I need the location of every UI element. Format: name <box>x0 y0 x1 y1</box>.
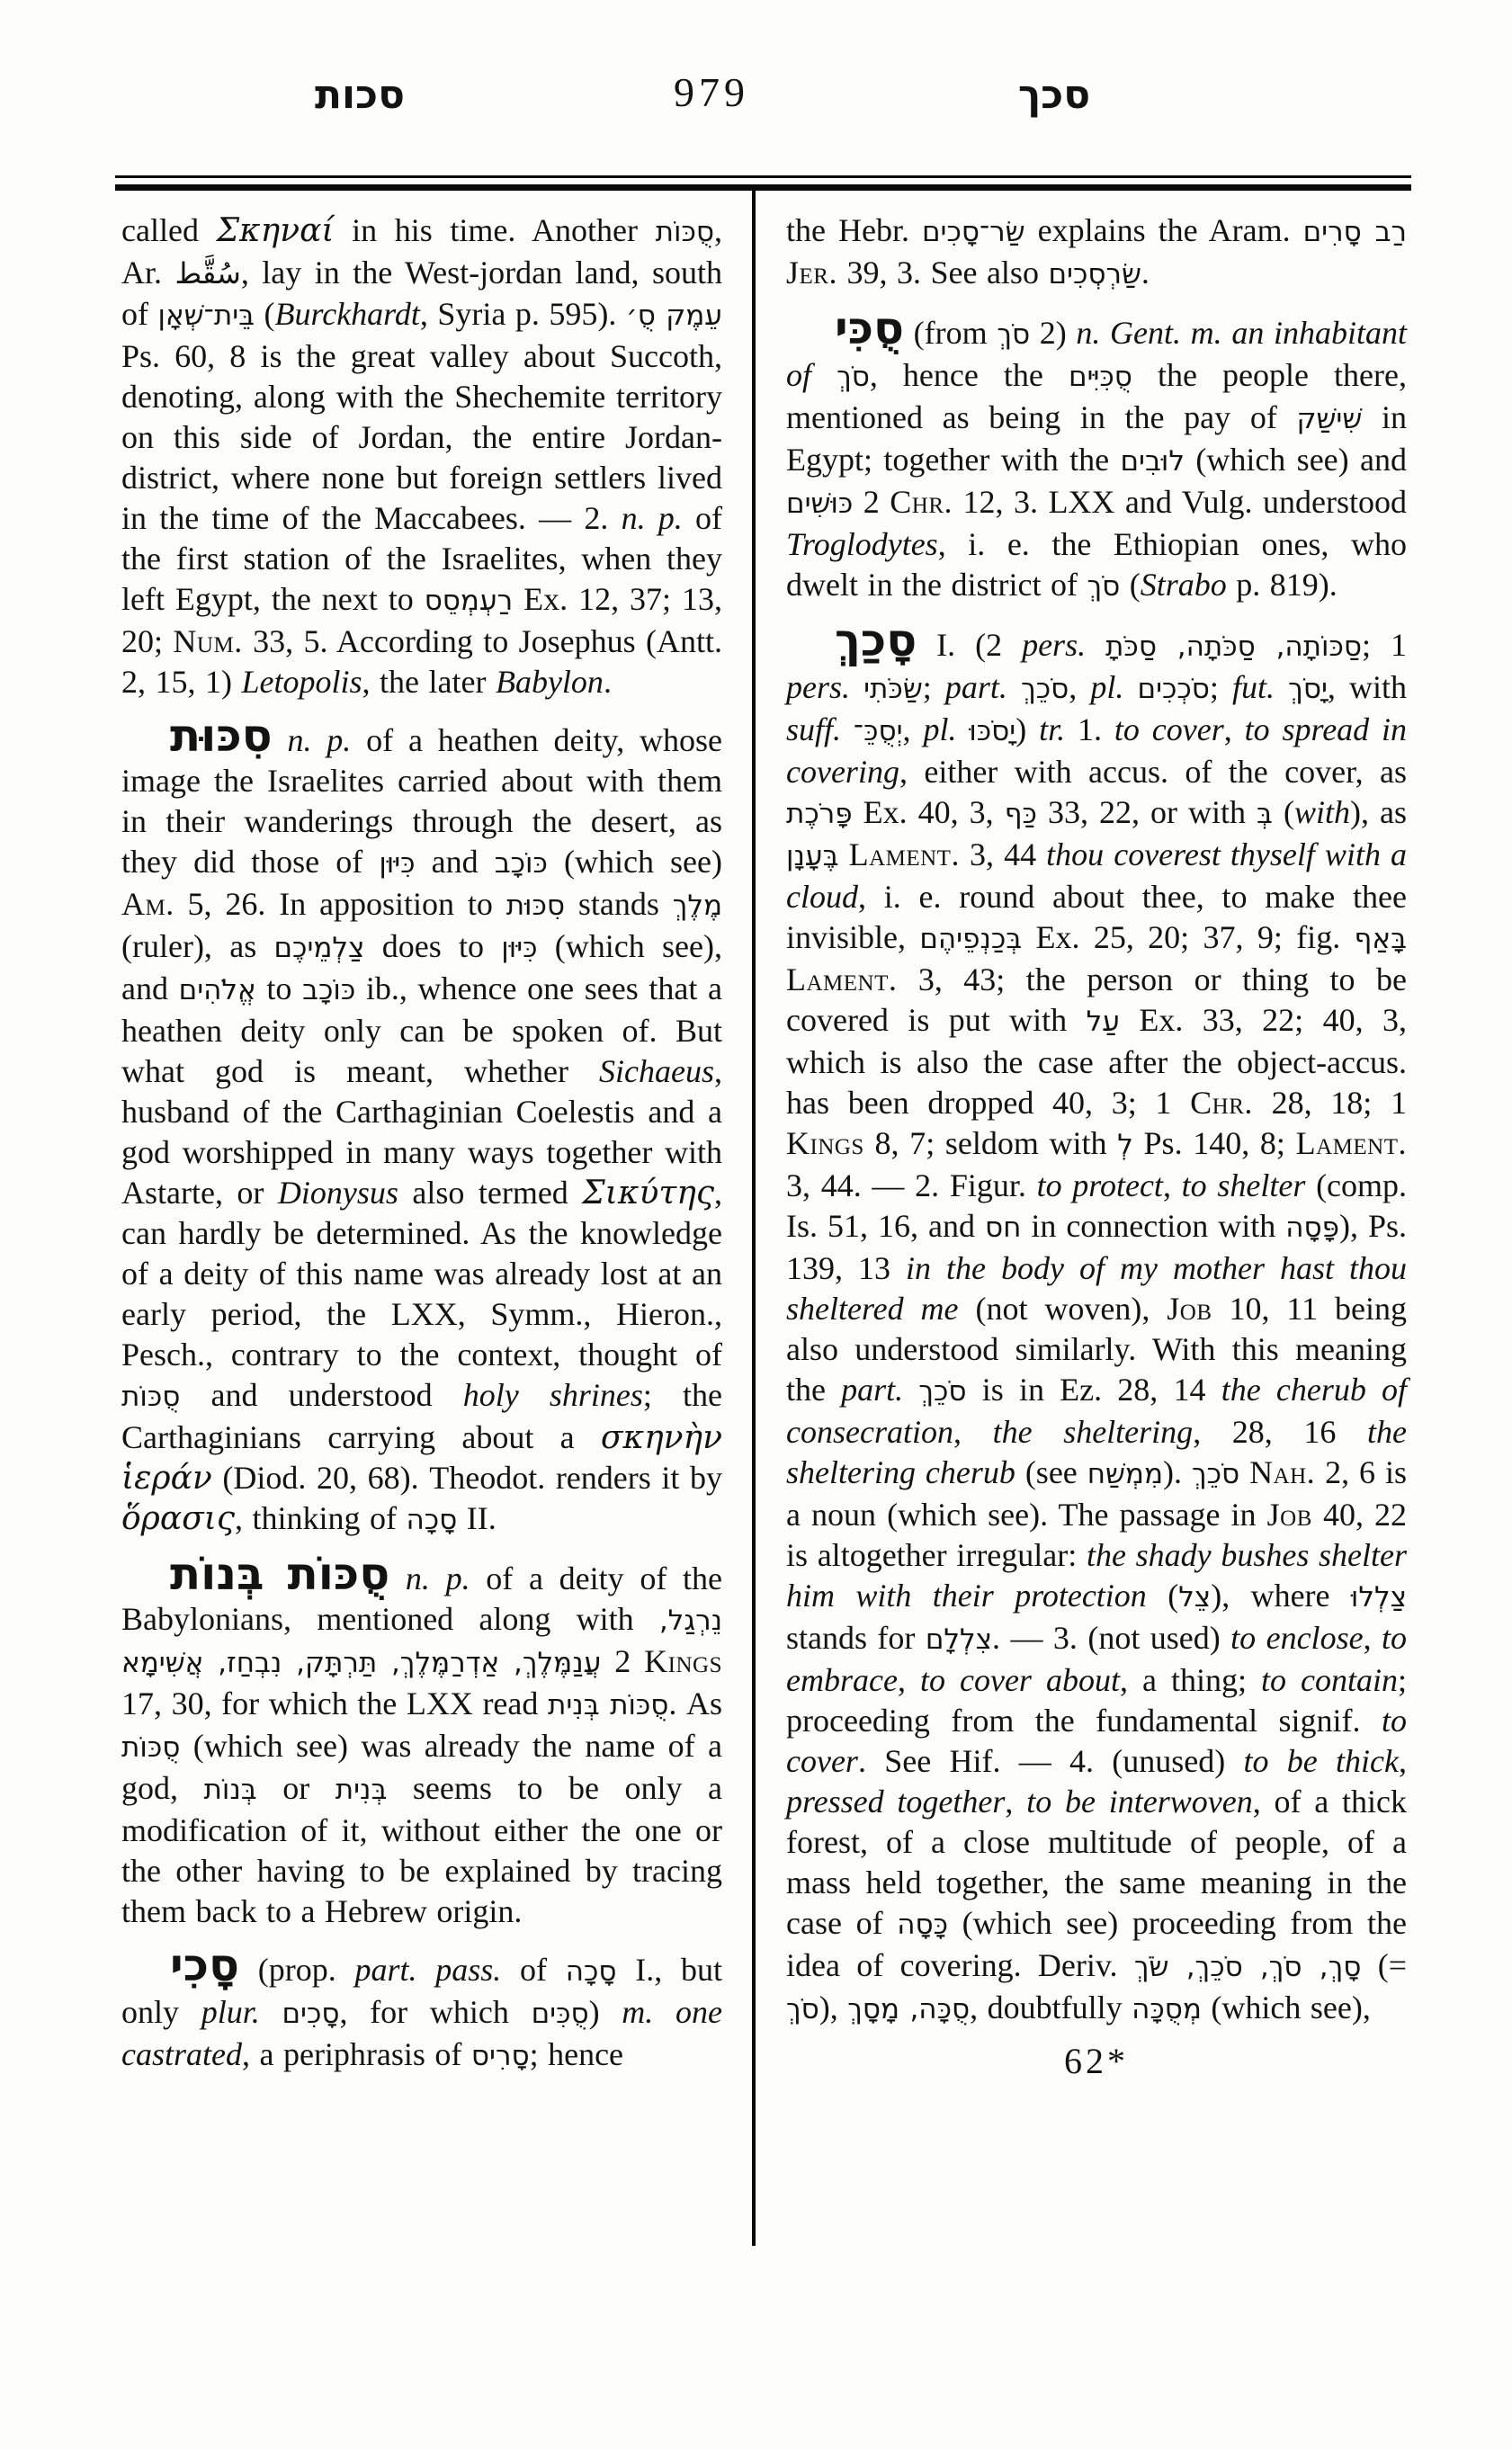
hebrew-word: סַכּוֹתָה, סַכֹּתָה, סַכֹּתָ <box>1105 630 1363 663</box>
text-run: stands for <box>786 1620 926 1656</box>
entry-paragraph <box>121 1939 723 2077</box>
hebrew-word: שִׁישַׁק <box>1296 403 1363 435</box>
running-head-left-hebrew: סכות <box>315 72 405 118</box>
text-run: (Diod. 20, 68). Theodot. renders it by <box>211 1460 722 1496</box>
text-run: ), <box>819 1990 848 2025</box>
text-run: , Syria p. 595). <box>419 296 626 332</box>
italic-run: Burckhardt <box>274 296 420 332</box>
text-run: ( <box>1120 567 1141 603</box>
hebrew-word: כּוֹכָב <box>302 974 356 1006</box>
italic-run: n. p. <box>405 1560 470 1596</box>
italic-run: holy shrines <box>462 1377 643 1413</box>
entry-paragraph <box>786 614 1408 2030</box>
text-run: is in Ez. 28, 14 <box>966 1372 1221 1408</box>
text-run: ( <box>255 296 275 332</box>
hebrew-headword: סָכַךְ <box>835 614 917 666</box>
text-run <box>1275 669 1288 705</box>
hebrew-word: בֵּית־שְׁאָן <box>157 300 255 332</box>
text-run: , <box>1162 1167 1182 1203</box>
italic-run: to cover <box>786 1703 1407 1779</box>
hebrew-word: כִּיּוּן <box>379 847 416 880</box>
text-run: , <box>902 711 924 747</box>
italic-run: to contain <box>1260 1662 1398 1698</box>
greek-word: σκηνὴν ἱεράν <box>121 1419 722 1497</box>
text-run: 33, 22, or with <box>1036 794 1257 830</box>
text-run: , thinking of <box>235 1500 407 1536</box>
italic-run: tr. <box>1039 711 1066 747</box>
hebrew-word: מִמְשַׁח <box>1087 1458 1164 1490</box>
text-run <box>273 722 288 758</box>
hebrew-word: צִלְלָם <box>925 1623 993 1656</box>
text-run: 2) <box>1030 315 1077 351</box>
text-run: , of a thick forest, of a close multitude of people, of a mass held together, the same meaning in the case of <box>786 1784 1407 1941</box>
text-run: explains the Aram. <box>1024 212 1303 248</box>
text-run <box>1086 627 1105 663</box>
italic-run: the shady bushes shelter him with their protection <box>786 1537 1408 1614</box>
reference-run: Job <box>1167 1291 1212 1327</box>
text-run: , lay in the West-jordan land, south of <box>121 255 722 332</box>
running-head-right-hebrew: סכך <box>1017 72 1091 118</box>
hebrew-word: עֵמֶק סֻ׳ <box>625 300 722 332</box>
text-run: , Ar. <box>121 212 722 291</box>
text-run: 5, 26. In apposition to <box>174 886 506 922</box>
hebrew-word: סִכּוּת <box>505 890 566 922</box>
header-rule-thick <box>115 184 1411 191</box>
entry-paragraph <box>786 302 1407 607</box>
text-run: also termed <box>398 1175 583 1211</box>
hebrew-word: יָסֹךְ <box>1288 673 1328 705</box>
italic-run: to shelter <box>1181 1167 1306 1203</box>
text-run: (which see) was already the name of a god, <box>121 1728 722 1806</box>
text-run: (comp. Is. 51, 16, and <box>786 1167 1408 1244</box>
italic-run: fut. <box>1232 669 1275 705</box>
italic-run: pl. <box>1090 669 1124 705</box>
text-run: , <box>1363 1620 1382 1656</box>
continuation-paragraph <box>786 210 1407 295</box>
text-run: 10, 11 being also understood similarly. With this meaning the <box>786 1291 1407 1408</box>
reference-run: Chr. <box>1190 1085 1253 1121</box>
header-rule-thin <box>115 175 1411 178</box>
text-run: 33, 5. According to Josephus (Antt. 2, 15, 1) <box>121 623 722 700</box>
italic-run: the sheltering <box>992 1414 1194 1450</box>
text-run <box>841 711 854 747</box>
italic-run: pressed together <box>786 1784 1006 1820</box>
text-run: ; <box>922 669 945 705</box>
italic-run: part. <box>841 1372 904 1408</box>
reference-run: Nah. <box>1249 1454 1316 1490</box>
text-run: (= <box>1361 1947 1407 1983</box>
text-run: , hence the <box>869 357 1069 393</box>
reference-run: Am. <box>121 886 174 922</box>
text-run <box>956 711 969 747</box>
text-run: ; <box>1209 669 1233 705</box>
text-run: , i. e. round about thee, to make thee invisible, <box>786 879 1407 955</box>
hebrew-word: יְסֻכֵּ־ <box>853 715 903 747</box>
text-run: ; hence <box>529 2036 624 2072</box>
text-run: in Egypt; together with the <box>786 399 1407 478</box>
hebrew-word: עַל <box>1086 1006 1120 1038</box>
text-run: , the later <box>362 664 496 700</box>
text-run: stands <box>565 886 673 922</box>
italic-run: to cover about <box>919 1662 1120 1698</box>
italic-run: part. <box>944 669 1007 705</box>
italic-run: Strabo <box>1140 567 1227 603</box>
text-run: and understood <box>180 1377 463 1413</box>
column-divider-rule <box>752 184 756 2246</box>
italic-run: Sichaeus <box>599 1053 714 1089</box>
hebrew-word: צֵל <box>1178 1581 1212 1614</box>
text-run: (which see) proceeding from the idea of covering. Deriv. <box>786 1905 1407 1983</box>
hebrew-word: סֻכִּים <box>531 1998 589 2030</box>
text-run: 3, 43; the person or thing to be covered is put with <box>786 961 1407 1038</box>
hebrew-word: סָכָה <box>565 1955 617 1988</box>
text-run: (which see) <box>547 844 722 880</box>
italic-run: to cover <box>1114 711 1224 747</box>
italic-run: of <box>786 357 837 393</box>
continuation-paragraph <box>121 210 722 702</box>
text-run: 3, 44 <box>959 836 1047 872</box>
signature-mark: 62* <box>1064 2041 1129 2081</box>
text-run: . See Hif. — 4. (unused) <box>857 1743 1244 1779</box>
text-run: 12, 3. LXX and Vulg. understood <box>953 484 1407 520</box>
text-run: ), Ps. 139, 13 <box>786 1208 1407 1286</box>
text-run: (which see) and <box>1184 442 1407 478</box>
text-run: ( <box>1146 1578 1179 1614</box>
text-run: , for which <box>339 1994 532 2030</box>
reference-run: Job <box>1266 1497 1312 1533</box>
italic-run: to be thick <box>1243 1743 1399 1779</box>
hebrew-word: מֶלֶךְ <box>672 890 723 922</box>
italic-run: n. p. <box>287 722 352 758</box>
italic-run: to be interwoven <box>1026 1784 1253 1820</box>
text-run: II. <box>457 1500 497 1536</box>
text-run: , 28, 16 <box>1193 1414 1368 1450</box>
italic-run: n. p. <box>621 500 683 536</box>
text-run: ( <box>1272 794 1294 830</box>
hebrew-word: סֻכּוֹת בְּנִית <box>547 1689 669 1721</box>
text-run: does to <box>364 928 502 964</box>
text-run: Ps. 140, 8; <box>1132 1125 1296 1161</box>
text-run: to <box>255 970 303 1006</box>
text-run: the Hebr. <box>786 212 922 248</box>
italic-run: suff. <box>786 711 842 747</box>
hebrew-word: פָּסָה <box>1285 1212 1339 1244</box>
text-run: , <box>1005 1784 1027 1820</box>
text-column-left <box>121 210 722 2077</box>
italic-run: part. pass. <box>354 1952 502 1988</box>
entry-paragraph <box>121 1548 723 1932</box>
hebrew-word: סֹכֵךְ <box>1021 673 1069 705</box>
text-run: , can hardly be determined. As the knowledge of a deity of this name was already lost at an early period, the LXX, Symm., Hieron., Pesch., contrary to the context, thought of <box>121 1175 722 1373</box>
text-run: of a heathen deity, whose image the Israelites carried about with them in their wanderings through the desert, as they did those of <box>121 722 723 880</box>
hebrew-word: בְּנוֹת <box>203 1774 257 1806</box>
italic-run: Babylon <box>495 664 604 700</box>
text-run: 3, 44. — 2. Figur. <box>786 1167 1037 1203</box>
text-run: 17, 30, for which the LXX read <box>121 1685 548 1721</box>
hebrew-word: סָרִיס <box>470 2040 530 2072</box>
text-run: Ex. 25, 20; 37, 9; fig. <box>1022 919 1355 955</box>
hebrew-word: רַב סָרִים <box>1302 216 1407 248</box>
text-run: Ps. 60, 8 is the great valley about Succoth, denoting, along with the Shechemite territory on this side of Jordan, the entire Jordan-district, where none but foreign settlers lived in the time of the Maccabees. — 2. <box>121 338 722 536</box>
hebrew-word: בָּאַף <box>1354 923 1408 955</box>
greek-word: Σκηναί <box>216 212 335 249</box>
text-run: in his time. Another <box>334 212 656 248</box>
text-run: , <box>1069 669 1091 705</box>
italic-run: plur. <box>201 1994 260 2030</box>
hebrew-word: יָסֹכּוּ <box>969 715 1016 747</box>
text-run: . <box>1141 255 1150 291</box>
text-run: or <box>256 1770 336 1806</box>
text-run: 28, 18; 1 <box>1252 1085 1407 1121</box>
text-run: 40, 22 is altogether irregular: <box>786 1497 1407 1573</box>
hebrew-word: כִּיּוּן <box>501 932 538 964</box>
hebrew-word: בְּנִית <box>335 1774 388 1806</box>
reference-run: Num. <box>173 623 243 659</box>
hebrew-word: סֻכָּה, מָסָךְ <box>847 1993 971 2025</box>
text-run: Ex. 40, 3, <box>852 794 1005 830</box>
text-run: , <box>897 1662 920 1698</box>
text-run: (prop. <box>239 1952 355 1988</box>
text-run: 39, 3. See also <box>837 255 1049 291</box>
hebrew-headword: סָכִי <box>170 1939 240 1991</box>
italic-run: to embrace <box>786 1620 1408 1698</box>
text-run <box>850 669 863 705</box>
greek-word: Σικύτης <box>582 1175 714 1212</box>
italic-run: the sheltering cherub <box>786 1414 1408 1490</box>
text-run <box>260 1994 282 2030</box>
hebrew-word: כּוֹכָב <box>494 847 548 880</box>
reference-run: Chr. <box>890 484 953 520</box>
text-run <box>389 1560 406 1596</box>
text-run: the people there, mentioned as being in the pay of <box>786 357 1407 435</box>
text-run: , doubtfully <box>970 1990 1132 2025</box>
text-run: 2 <box>853 484 890 520</box>
hebrew-word: בְּ <box>1257 798 1273 830</box>
italic-run: Dionysus <box>277 1175 398 1211</box>
hebrew-word: פָּרֹכֶת <box>786 798 853 830</box>
text-run: 2, 6 is a noun (which see). The passage in <box>786 1454 1407 1533</box>
text-run: 1. <box>1065 711 1114 747</box>
text-run: of <box>501 1952 566 1988</box>
text-run: of the first station of the Israelites, when they left Egypt, the next to <box>121 500 723 617</box>
text-run: , i. e. the Ethiopian ones, who dwelt in the district of <box>786 526 1407 603</box>
text-run: ), where <box>1211 1578 1351 1614</box>
text-run: p. 819). <box>1226 567 1338 603</box>
hebrew-headword: סִכּוּת <box>170 710 273 762</box>
text-run: , husband of the Carthaginian Coelestis and a god worshipped in many ways together with Astarte, or <box>121 1053 722 1211</box>
text-run: , a thing; <box>1119 1662 1261 1698</box>
text-run: ) <box>588 1994 622 2030</box>
text-run: . As <box>668 1685 723 1721</box>
text-run: ; the Carthaginians carrying about a <box>121 1377 722 1455</box>
hebrew-word: סָכִים <box>282 1998 340 2030</box>
text-run: (not woven), <box>958 1291 1168 1327</box>
text-run: 2 <box>601 1643 645 1679</box>
text-run: (which see), <box>1201 1990 1371 2025</box>
italic-run: the cherub of consecration <box>786 1372 1408 1450</box>
hebrew-word: רַעְמְסֵס <box>424 585 514 617</box>
text-run: , <box>1399 1743 1407 1779</box>
hebrew-word: לְ <box>1117 1129 1133 1161</box>
hebrew-word: כַּף <box>1004 798 1037 830</box>
text-run: ; 1 <box>1362 627 1407 663</box>
reference-run: Kings <box>786 1125 864 1161</box>
hebrew-word: סֻכִּיִּים <box>1068 361 1132 393</box>
text-run <box>903 1372 918 1408</box>
italic-run: Letopolis <box>241 664 362 700</box>
reference-run: Lament. <box>1295 1125 1407 1161</box>
text-run: (ruler), as <box>121 928 274 964</box>
hebrew-word: נֵרְגַל, עֲנַמֶּלֶךְ, אַדְרַמֶּלֶךְ, תַּרְתָּק, נִבְחַז, אֲשִׁימָא <box>121 1605 722 1679</box>
text-run: and <box>415 844 495 880</box>
page-number: 979 <box>674 69 749 115</box>
hebrew-word: שַׂרְסְכִים <box>1048 258 1141 291</box>
text-run: ib., whence one sees that a heathen deity only can be spoken of. But what god is meant, whether <box>121 970 722 1089</box>
greek-word: ὅρασις <box>121 1500 235 1537</box>
italic-run: pers. <box>1022 627 1087 663</box>
reference-run: Lament. <box>786 961 898 997</box>
hebrew-word: סָכָה <box>406 1504 458 1536</box>
hebrew-word: חס <box>984 1212 1022 1244</box>
italic-run: in the body of my mother hast thou sheltered me <box>786 1250 1407 1327</box>
hebrew-word: כּוּשִׁים <box>786 487 854 520</box>
hebrew-word: סֹכְכִים <box>1137 673 1210 705</box>
hebrew-word: צַלְמֵיכֶם <box>273 932 365 964</box>
italic-run: to enclose <box>1230 1620 1364 1656</box>
arabic-word: سُقَّط <box>174 256 241 291</box>
text-run: called <box>121 212 217 248</box>
italic-run: n. Gent. m. an inhabitant <box>1076 315 1407 351</box>
hebrew-word: סֹכֵךְ <box>918 1375 967 1408</box>
text-run: , a periphrasis of <box>241 2036 471 2072</box>
hebrew-word: אֱלֹהִים <box>178 974 256 1006</box>
hebrew-word: צַלְלוּ <box>1350 1581 1407 1614</box>
italic-run: with <box>1293 794 1350 830</box>
text-run: Ex. 12, 37; 13, 20; <box>121 581 722 659</box>
text-run: . <box>603 664 612 700</box>
hebrew-word: סֻכּוֹת <box>121 1381 181 1413</box>
hebrew-word: סֹךְ <box>837 361 870 393</box>
text-run: I., but only <box>121 1952 723 2030</box>
text-run: seems to be only a modification of it, without either the one or the other having to be explained by tracing them back to a Hebrew origin. <box>121 1770 722 1929</box>
hebrew-word: שַׂכֹּתִי <box>863 673 923 705</box>
italic-run: to spread in covering <box>786 711 1408 790</box>
reference-run: Lament. <box>848 836 960 872</box>
hebrew-headword: סֻכִּי <box>835 302 905 354</box>
text-run: Ex. 33, 22; 40, 3, which is also the case after the object-accus. has been dropped 40, 3; 1 <box>786 1002 1407 1121</box>
text-run <box>839 836 849 872</box>
hebrew-word: סֻכּוֹת <box>121 1731 181 1764</box>
italic-run: thou coverest thyself with a cloud <box>786 836 1408 915</box>
hebrew-headword: סֻכּוֹת בְּנוֹת <box>170 1548 390 1600</box>
text-run <box>1007 669 1021 705</box>
text-run: ), as <box>1349 794 1407 830</box>
text-run: , with <box>1327 669 1407 705</box>
hebrew-word: סֹכֵךְ <box>1191 1458 1240 1490</box>
text-run: , either with accus. of the cover, as <box>899 754 1407 790</box>
italic-run: pl. <box>923 711 957 747</box>
hebrew-word: סֹךְ <box>786 1993 819 2025</box>
hebrew-word: בְּכַנְפֵיהֶם <box>919 923 1023 955</box>
text-run: of a deity of the Babylonians, mentioned along with <box>121 1560 723 1637</box>
reference-run: Jer. <box>786 255 837 291</box>
entry-paragraph <box>121 710 723 1541</box>
italic-run: m. one castrated <box>121 1994 722 2072</box>
hebrew-word: סָךְ, סֹךְ, סֹכֵךְ, שֹׂךְ <box>1133 1951 1362 1983</box>
text-column-right <box>786 210 1407 2081</box>
text-run: ; proceeding from the fundamental signif. <box>786 1662 1407 1739</box>
hebrew-word: בֶּעָנָן <box>786 840 839 872</box>
text-run: (which see), and <box>121 928 722 1006</box>
text-run: in connection with <box>1021 1208 1286 1244</box>
reference-run: Kings <box>644 1643 723 1679</box>
hebrew-word: שַׂר־סָכִים <box>921 216 1025 248</box>
text-run: I. (2 <box>917 627 1023 663</box>
hebrew-word: מְסֻכָּה <box>1132 1993 1202 2025</box>
italic-run: pers. <box>786 669 850 705</box>
text-run: . — 3. (not used) <box>992 1620 1231 1656</box>
hebrew-word: סֹךְ <box>1087 570 1121 603</box>
text-run: ) <box>1015 711 1040 747</box>
text-run: , <box>1223 711 1245 747</box>
text-run <box>1123 669 1137 705</box>
text-run: (see <box>1015 1454 1087 1490</box>
text-run <box>1239 1454 1249 1490</box>
text-run: ). <box>1163 1454 1192 1490</box>
italic-run: to protect <box>1036 1167 1163 1203</box>
text-run: , <box>953 1414 993 1450</box>
italic-run: Troglodytes <box>786 526 938 562</box>
hebrew-word: לוּבִים <box>1120 445 1185 478</box>
text-run: (from <box>904 315 998 351</box>
hebrew-word: כָּסָה <box>897 1909 948 1941</box>
hebrew-word: סֻכּוֹת <box>655 216 714 248</box>
text-run: 8, 7; seldom with <box>863 1125 1118 1161</box>
hebrew-word: סֹךְ <box>997 318 1031 351</box>
